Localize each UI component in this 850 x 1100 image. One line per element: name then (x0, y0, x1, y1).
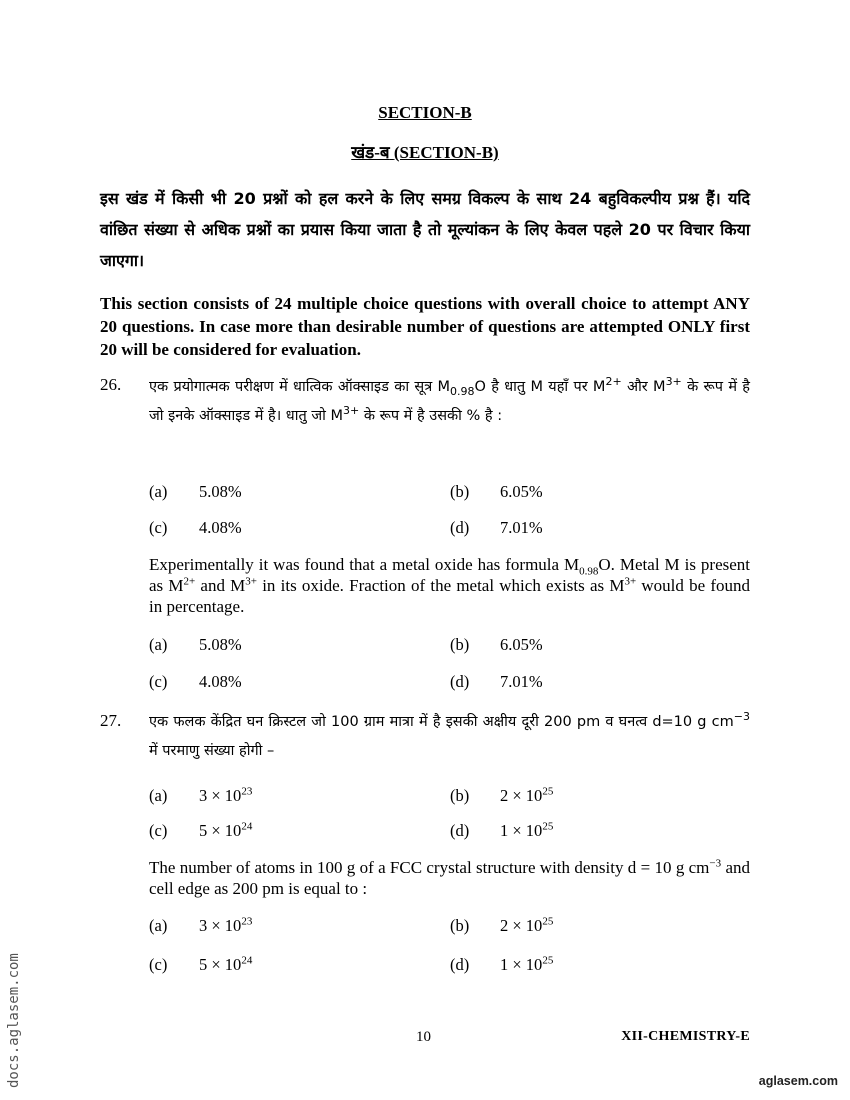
option-value: 4.08% (199, 518, 242, 537)
instructions-english: This section consists of 24 multiple choice questions with overall choice to attempt ANY 20 questions. In case more than desirable number of questions are attempted ONLY first 20 will be considered for evaluation. (100, 294, 750, 359)
option-exponent: 23 (241, 915, 253, 928)
option-label: (b) (450, 916, 470, 935)
option-exponent: 23 (241, 785, 253, 798)
q27-hindi-sup: −3 (733, 710, 750, 724)
option-label: (a) (149, 786, 168, 805)
q26-english-text-2: O. Metal M is present as M (149, 555, 750, 595)
option-value: 7.01% (500, 672, 543, 691)
option-label: (b) (450, 482, 470, 501)
q26-hindi-sub: 0.98 (450, 384, 475, 398)
option-mantissa: 1 × 10 (500, 821, 543, 840)
option-value: 7.01% (500, 518, 543, 537)
q26-english-text-1: Experimentally it was found that a metal oxide has formula M (149, 555, 580, 574)
option-value (500, 916, 553, 936)
option-value (199, 786, 252, 806)
option-mantissa: 3 × 10 (199, 916, 242, 935)
option-label: (d) (450, 821, 470, 840)
q27-english-text-2: and cell edge as 200 pm is equal to : (149, 858, 751, 898)
option-label: (a) (149, 482, 168, 501)
option-mantissa: 3 × 10 (199, 786, 242, 805)
option-value (199, 821, 252, 841)
option-exponent: 25 (542, 915, 554, 928)
option-value (500, 821, 553, 841)
q26-english-sub: 0.98 (579, 565, 599, 578)
instructions-hindi: इस खंड में किसी भी 20 प्रश्नों को हल करने के लिए समग्र विकल्प के साथ 24 बहुविकल्पीय प्रश्न हैं। यदि वांछित संख्या से अधिक प्रश्नों का प्रयास किया जाता है तो मूल्यांकन के लिए केवल पहले 20 पर विचार किया जाएगा। (100, 189, 750, 270)
q26-hindi-text-2: O है धातु M यहाँ पर M (474, 379, 606, 395)
option-label: (a) (149, 635, 168, 654)
question-27-number: 27. (100, 711, 122, 730)
q26-hindi-text-3: और M (621, 379, 666, 395)
option-exponent: 25 (542, 785, 554, 798)
q26-english-sup-3: 3+ (624, 575, 637, 588)
option-label: (b) (450, 635, 470, 654)
question-26-hindi (149, 373, 750, 431)
q26-english-sup-1: 2+ (183, 575, 196, 588)
option-label: (d) (450, 955, 470, 974)
option-label: (c) (149, 821, 168, 840)
option-mantissa: 5 × 10 (199, 955, 242, 974)
option-mantissa: 2 × 10 (500, 786, 543, 805)
option-value: 6.05% (500, 482, 543, 501)
q27-english-text-1: The number of atoms in 100 g of a FCC crystal structure with density d = 10 g cm (149, 858, 710, 877)
q26-hindi-text-1: एक प्रयोगात्मक परीक्षण में धात्विक ऑक्साइड का सूत्र M (149, 379, 451, 395)
option-value: 5.08% (199, 635, 242, 654)
q26-hindi-text-4: के रूप में है जो इनके ऑक्साइड में है। धातु जो M (149, 379, 750, 424)
q27-hindi-text-2: में परमाणु संख्या होगी – (149, 743, 275, 759)
option-value (199, 955, 252, 975)
q26-english-sup-2: 3+ (245, 575, 257, 588)
option-exponent: 25 (542, 954, 554, 967)
option-value (500, 955, 553, 975)
question-27-hindi (149, 708, 750, 766)
option-label: (c) (149, 518, 168, 537)
option-exponent: 25 (542, 820, 554, 833)
q26-hindi-sup-2: 3+ (665, 375, 682, 389)
question-26-english (149, 554, 750, 617)
q27-english-sup: −3 (709, 857, 722, 870)
option-value (500, 786, 553, 806)
section-title-hindi-suffix: (SECTION-B) (393, 143, 499, 162)
option-label: (d) (450, 518, 470, 537)
question-26-number: 26. (100, 375, 122, 394)
option-mantissa: 5 × 10 (199, 821, 242, 840)
option-mantissa: 2 × 10 (500, 916, 543, 935)
section-title-hindi-text: खंड-ब (351, 143, 390, 162)
q26-hindi-sup-1: 2+ (605, 375, 622, 389)
option-exponent: 24 (241, 820, 253, 833)
q26-hindi-text-5: के रूप में है उसकी % है : (359, 408, 503, 424)
option-value: 4.08% (199, 672, 242, 691)
q26-english-text-4: in its oxide. Fraction of the metal which exists as M (257, 576, 625, 595)
option-label: (a) (149, 916, 168, 935)
option-exponent: 24 (241, 954, 253, 967)
option-label: (b) (450, 786, 470, 805)
option-label: (c) (149, 955, 168, 974)
page-number: 10 (416, 1029, 431, 1045)
option-value: 5.08% (199, 482, 242, 501)
paper-code: XII-CHEMISTRY-E (621, 1029, 750, 1044)
option-label: (d) (450, 672, 470, 691)
option-label: (c) (149, 672, 168, 691)
q26-hindi-sup-3: 3+ (343, 404, 360, 418)
q26-english-text-3: and M (195, 576, 246, 595)
question-27-english (149, 857, 750, 899)
q27-hindi-text-1: एक फलक केंद्रित घन क्रिस्टल जो 100 ग्राम मात्रा में है इसकी अक्षीय दूरी 200 pm व घनत्व d=10 g cm (149, 714, 734, 730)
option-value (199, 916, 252, 936)
q26-english-text-5: would be found in percentage. (149, 576, 750, 616)
option-value: 6.05% (500, 635, 543, 654)
side-watermark: docs.aglasem.com (6, 953, 22, 1088)
brand-watermark: aglasem.com (758, 1074, 838, 1088)
section-title-hindi (0, 140, 850, 163)
section-title: SECTION-B (378, 103, 472, 122)
option-mantissa: 1 × 10 (500, 955, 543, 974)
